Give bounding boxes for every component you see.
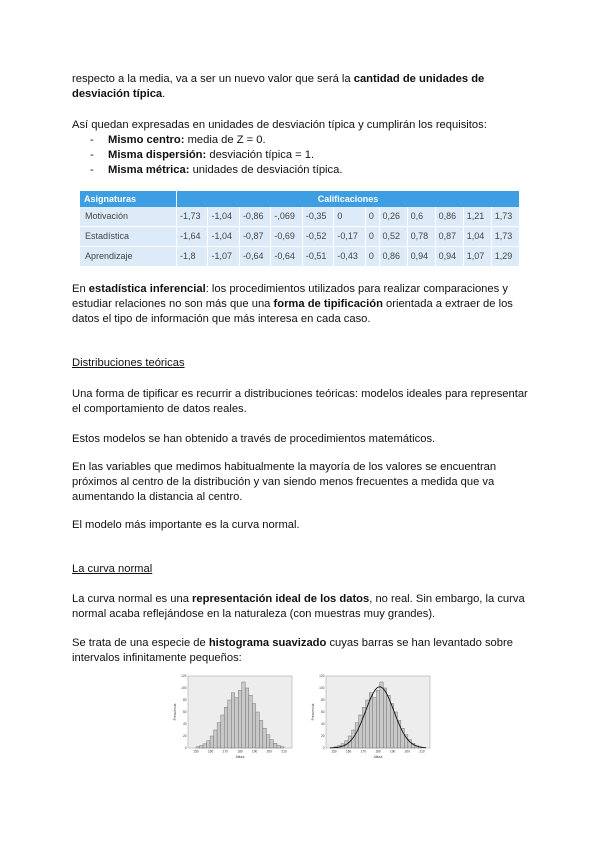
table-cell-value: -0,64 — [239, 247, 270, 267]
histogram-bar — [235, 698, 239, 748]
x-tick-label: 170 — [360, 749, 366, 754]
y-tick-label: 60 — [182, 710, 187, 715]
table-cell-value: -1,07 — [208, 247, 239, 267]
y-tick-label: 40 — [182, 722, 187, 727]
x-axis-label: Altura — [373, 755, 383, 759]
table-header-asignaturas: Asignaturas — [80, 191, 177, 207]
x-tick-label: 210 — [281, 749, 287, 754]
table-cell-value: 1,73 — [491, 207, 519, 227]
x-tick-label: 200 — [266, 749, 272, 754]
table-cell-value: -0,35 — [302, 207, 333, 227]
paragraph-7: El modelo más importante es la curva normal. — [72, 519, 300, 531]
bold-text: representación ideal de los datos — [192, 593, 370, 605]
histogram-bar — [280, 747, 284, 748]
y-tick-label: 80 — [320, 698, 325, 703]
y-tick-label: 80 — [182, 698, 187, 703]
y-tick-label: 0 — [184, 746, 187, 751]
table-row — [80, 227, 520, 247]
table-cell-value: -0,43 — [334, 247, 365, 267]
histogram-bar — [221, 715, 225, 748]
histogram-bar — [380, 682, 384, 748]
histogram-bar — [214, 730, 218, 748]
text: orientada a extraer de los datos el tipo de información que más interesa en cada caso. — [72, 298, 513, 325]
x-tick-label: 200 — [404, 749, 410, 754]
table-cell-value: -1,8 — [177, 247, 208, 267]
histogram-bar — [196, 747, 200, 748]
list-item-text: desviación típica = 1. — [206, 149, 315, 161]
list-item — [72, 133, 530, 148]
text: respecto a la media, va a ser un nuevo valor que será la — [72, 73, 354, 85]
table-cell-value: -0,86 — [239, 207, 270, 227]
list-item-text: unidades de desviación típica. — [189, 164, 343, 176]
table-cell-subject: Aprendizaje — [80, 247, 177, 267]
histogram-bar — [355, 723, 359, 748]
y-tick-label: 100 — [181, 686, 187, 691]
y-tick-label: 100 — [319, 686, 325, 691]
table-cell-value: 0 — [365, 247, 379, 267]
x-tick-label: 180 — [237, 749, 243, 754]
x-tick-label: 170 — [222, 749, 228, 754]
text: : los procedimientos utilizados para realizar comparaciones y estudiar relaciones no son más que una — [72, 283, 508, 310]
histogram-figures — [172, 670, 502, 760]
table-cell-value: 1,07 — [463, 247, 491, 267]
table-cell-value: 0,52 — [379, 227, 407, 247]
table-row — [80, 247, 520, 267]
x-tick-label: 190 — [252, 749, 258, 754]
histogram-bar — [263, 728, 267, 748]
table-cell-value: -0,17 — [334, 227, 365, 247]
histogram-bar — [256, 712, 260, 748]
table-cell-value: -0,87 — [239, 227, 270, 247]
text: , no real. Sin embargo, la curva normal acaba reflejándose en la naturaleza (con muestras muy grandes). — [72, 593, 525, 620]
paragraph-2: Así quedan expresadas en unidades de desviación típica y cumplirán los requisitos: — [72, 119, 487, 131]
x-tick-label: 210 — [419, 749, 425, 754]
y-tick-label: 20 — [182, 734, 187, 739]
paragraph-3 — [72, 282, 530, 327]
table-cell-value: 0 — [365, 207, 379, 227]
y-tick-label: 120 — [319, 674, 325, 679]
histogram-bar — [228, 700, 232, 748]
histogram-bar — [394, 712, 398, 748]
histogram-bar — [359, 715, 363, 748]
histogram-bar — [270, 740, 274, 748]
histogram-right-with-curve — [310, 670, 434, 760]
table-cell-value: 0,94 — [435, 247, 463, 267]
histogram-bar — [242, 682, 246, 748]
text: cuyas barras se han levantado sobre intervalos infinitamente pequeños: — [72, 637, 513, 664]
section-heading-curva-normal: La curva normal — [72, 563, 153, 575]
x-tick-label: 190 — [390, 749, 396, 754]
histogram-bar — [231, 693, 235, 748]
table-header-calificaciones: Calificaciones — [177, 191, 520, 207]
table-cell-value: 0,86 — [435, 207, 463, 227]
histogram-bar — [245, 688, 249, 748]
y-axis-label: Frecuencia — [311, 703, 315, 721]
list-item-text: media de Z = 0. — [184, 134, 266, 146]
paragraph-9 — [72, 636, 530, 666]
table-cell-subject: Estadística — [80, 227, 177, 247]
x-tick-label: 160 — [208, 749, 214, 754]
list-item — [72, 163, 530, 178]
paragraph-1 — [72, 72, 530, 102]
table-cell-value: 0,26 — [379, 207, 407, 227]
list-item-label: Mismo centro: — [108, 134, 185, 146]
table-cell-value: 1,29 — [491, 247, 519, 267]
table-cell-value: 0,94 — [407, 247, 435, 267]
table-cell-value: -1,04 — [208, 227, 239, 247]
histogram-bar — [224, 707, 228, 748]
histogram-bar — [376, 690, 380, 748]
table-cell-value: -0,51 — [302, 247, 333, 267]
histogram-bar — [210, 736, 214, 748]
histogram-bar — [277, 746, 281, 748]
table-row — [80, 207, 520, 227]
histogram-bar — [259, 720, 263, 748]
y-tick-label: 120 — [181, 674, 187, 679]
histogram-bar — [203, 744, 207, 748]
y-tick-label: 20 — [320, 734, 325, 739]
histogram-bar — [383, 688, 387, 748]
text: La curva normal es una — [72, 593, 193, 605]
table-cell-value: 0 — [334, 207, 365, 227]
x-tick-label: 180 — [375, 749, 381, 754]
table-cell-value: -1,64 — [177, 227, 208, 247]
x-tick-label: 160 — [346, 749, 352, 754]
list-item — [72, 148, 530, 163]
list-item-label: Misma métrica: — [108, 164, 190, 176]
text: En — [72, 283, 89, 295]
histogram-bar — [266, 735, 270, 748]
table-cell-value: -1,73 — [177, 207, 208, 227]
grades-table — [80, 191, 520, 267]
histogram-bar — [249, 695, 253, 748]
x-tick-label: 150 — [193, 749, 199, 754]
table-cell-value: -1,04 — [208, 207, 239, 227]
table-cell-value: -0,52 — [302, 227, 333, 247]
histogram-left — [172, 670, 296, 760]
x-tick-label: 150 — [331, 749, 337, 754]
histogram-bar — [373, 698, 377, 748]
table-cell-value: 1,04 — [463, 227, 491, 247]
section-heading-distribuciones: Distribuciones teóricas — [72, 357, 185, 369]
y-tick-label: 60 — [320, 710, 325, 715]
paragraph-6: En las variables que medimos habitualmente la mayoría de los valores se encuentran próximos al centro de la distribución y van siendo menos frecuentes a medida que va aumentando la distancia al centro. — [72, 461, 497, 503]
table-cell-value: 0,87 — [435, 227, 463, 247]
text: . — [162, 88, 166, 100]
table-cell-value: 0 — [365, 227, 379, 247]
histogram-bar — [217, 723, 221, 748]
bold-text: estadística inferencial — [88, 283, 206, 295]
table-cell-value: 0,86 — [379, 247, 407, 267]
table-cell-value: 0,78 — [407, 227, 435, 247]
table-cell-value: 0,6 — [407, 207, 435, 227]
histogram-bar — [238, 690, 242, 748]
table-cell-value: 1,21 — [463, 207, 491, 227]
requirements-list — [72, 133, 530, 178]
histogram-bar — [207, 741, 211, 748]
histogram-bar — [387, 695, 391, 748]
bold-text: histograma suavizado — [208, 637, 327, 649]
bold-text: forma de tipificación — [273, 298, 383, 310]
table-cell-value: -,069 — [271, 207, 302, 227]
text: Se trata de una especie de — [72, 637, 209, 649]
histogram-bar — [252, 704, 256, 748]
x-axis-label: Altura — [235, 755, 245, 759]
table-cell-subject: Motivación — [80, 207, 177, 227]
y-axis-label: Frecuencia — [173, 703, 177, 721]
list-item-label: Misma dispersión: — [108, 149, 207, 161]
y-tick-label: 40 — [320, 722, 325, 727]
paragraph-5: Estos modelos se han obtenido a través de procedimientos matemáticos. — [72, 433, 436, 445]
paragraph-4: Una forma de tipificar es recurrir a distribuciones teóricas: modelos ideales para representar el comportamiento de datos reales. — [72, 388, 528, 415]
histogram-bar — [200, 746, 204, 748]
histogram-bar — [273, 743, 277, 748]
bold-text: cantidad de unidades de desviación típica — [72, 73, 485, 100]
table-cell-value: 1,73 — [491, 227, 519, 247]
table-cell-value: -0,69 — [271, 227, 302, 247]
paragraph-8 — [72, 592, 530, 622]
y-tick-label: 0 — [322, 746, 325, 751]
table-cell-value: -0,64 — [271, 247, 302, 267]
